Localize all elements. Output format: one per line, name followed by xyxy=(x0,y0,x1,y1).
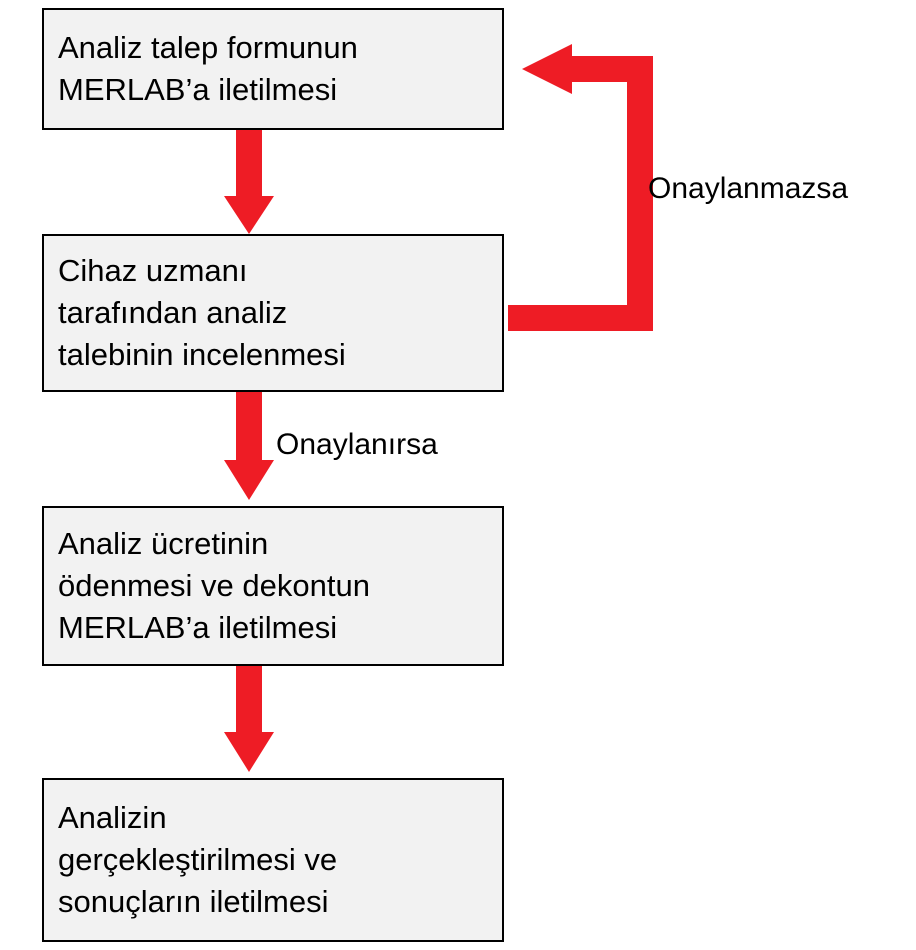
node-line: tarafından analiz xyxy=(58,295,288,330)
edge-label-onaylanirsa: Onaylanırsa xyxy=(276,428,438,461)
node-line: Analiz talep formunun xyxy=(58,30,358,65)
arrow-review-to-payment xyxy=(224,392,274,500)
arrow-review-back-to-form xyxy=(508,44,640,318)
node-line: Analizin xyxy=(58,800,167,835)
node-line: MERLAB’a iletilmesi xyxy=(58,610,338,645)
node-line: sonuçların iletilmesi xyxy=(58,884,329,919)
node-analizin-gerceklestirilmesi xyxy=(42,778,504,942)
arrow-form-to-review xyxy=(224,128,274,234)
node-cihaz-uzmani-inceleme xyxy=(42,234,504,392)
arrow-payment-to-analysis xyxy=(224,666,274,772)
edge-label-onaylanmazsa: Onaylanmazsa xyxy=(648,172,849,205)
node-analiz-ucreti-odeme xyxy=(42,506,504,666)
node-line: Analiz ücretinin xyxy=(58,526,269,561)
node-line: ödenmesi ve dekontun xyxy=(58,568,370,603)
node-analiz-talep-formu xyxy=(42,8,504,130)
node-line: Cihaz uzmanı xyxy=(58,253,248,288)
node-line: gerçekleştirilmesi ve xyxy=(58,842,338,877)
node-line: MERLAB’a iletilmesi xyxy=(58,72,338,107)
node-line: talebinin incelenmesi xyxy=(58,337,346,372)
